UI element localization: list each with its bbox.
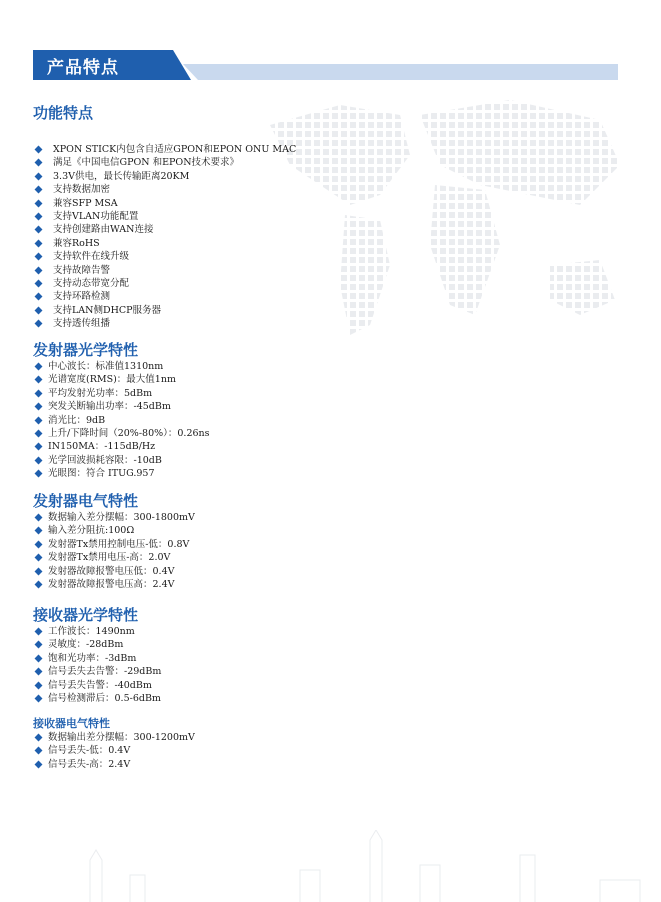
diamond-bullet-icon: [35, 540, 43, 548]
list-item: 中心波长：标准值1310nm: [33, 360, 138, 373]
list-item: 支持透传组播: [33, 317, 93, 330]
diamond-bullet-icon: [35, 172, 43, 180]
list-item: 饱和光功率：-3dBm: [33, 652, 138, 665]
section-heading: 发射器电气特性: [33, 492, 139, 510]
list-item: 兼容SFP MSA: [33, 197, 93, 210]
diamond-bullet-icon: [35, 429, 43, 437]
list-item: 信号丢失-高：2.4V: [33, 758, 110, 771]
diamond-bullet-icon: [35, 320, 43, 328]
diamond-bullet-icon: [35, 654, 43, 662]
section-banner: [33, 50, 618, 80]
list-item: 支持环路检测: [33, 290, 93, 303]
diamond-bullet-icon: [35, 212, 43, 220]
diamond-bullet-icon: [35, 376, 43, 384]
section-tx-electrical: [33, 491, 195, 591]
section-heading: 接收器光学特性: [33, 606, 139, 624]
list-item: 支持LAN侧DHCP服务器: [33, 304, 93, 317]
list-item: 3.3V供电，最长传输距离20KM: [33, 170, 93, 183]
list-item: 支持动态带宽分配: [33, 277, 93, 290]
diamond-bullet-icon: [35, 159, 43, 167]
diamond-bullet-icon: [35, 628, 43, 636]
list-item: 兼容RoHS: [33, 237, 93, 250]
list-item: 发射器Tx禁用电压-高：2.0V: [33, 551, 138, 564]
diamond-bullet-icon: [35, 416, 43, 424]
list-item: 上升/下降时间（20%-80%）：0.26ns: [33, 427, 138, 440]
list-item: 消光比：9dB: [33, 414, 138, 427]
diamond-bullet-icon: [35, 681, 43, 689]
list-item: IN150MA：-115dB/Hz: [33, 440, 138, 453]
list-item: 信号丢失-低：0.4V: [33, 744, 110, 757]
list-item: 支持创建路由WAN连接: [33, 223, 93, 236]
list-item: 支持VLAN功能配置: [33, 210, 93, 223]
diamond-bullet-icon: [35, 266, 43, 274]
diamond-bullet-icon: [35, 668, 43, 676]
banner-shape: [33, 50, 618, 80]
list-item: 信号丢失告警：-40dBm: [33, 679, 138, 692]
list-item: 灵敏度：-28dBm: [33, 638, 138, 651]
diamond-bullet-icon: [35, 554, 43, 562]
section-heading: 接收器电气特性: [33, 717, 110, 730]
list-item: 输入差分阻抗:100Ω: [33, 524, 138, 537]
diamond-bullet-icon: [35, 363, 43, 371]
diamond-bullet-icon: [35, 199, 43, 207]
diamond-bullet-icon: [35, 641, 43, 649]
diamond-bullet-icon: [35, 734, 43, 742]
list-item: 支持故障告警: [33, 264, 93, 277]
list-item: 发射器故障报警电压低：0.4V: [33, 565, 138, 578]
diamond-bullet-icon: [35, 456, 43, 464]
section-heading: 发射器光学特性: [33, 341, 139, 359]
diamond-bullet-icon: [35, 470, 43, 478]
diamond-bullet-icon: [35, 186, 43, 194]
list-item: 光谱宽度(RMS)：最大值1nm: [33, 373, 138, 386]
list-item: 光学回波损耗容限：-10dB: [33, 454, 138, 467]
section-rx-electrical: [33, 717, 195, 771]
spec-list: [33, 625, 162, 705]
list-item: 平均发射光功率：5dBm: [33, 387, 138, 400]
city-skyline-watermark: [0, 830, 661, 902]
diamond-bullet-icon: [35, 747, 43, 755]
diamond-bullet-icon: [35, 403, 43, 411]
diamond-bullet-icon: [35, 239, 43, 247]
diamond-bullet-icon: [35, 306, 43, 314]
section-tx-optical: [33, 340, 210, 481]
diamond-bullet-icon: [35, 694, 43, 702]
diamond-bullet-icon: [35, 760, 43, 768]
list-item: 信号检测滞后：0.5-6dBm: [33, 692, 138, 705]
diamond-bullet-icon: [35, 580, 43, 588]
diamond-bullet-icon: [35, 226, 43, 234]
section-rx-optical: [33, 605, 162, 705]
list-item: 工作波长：1490nm: [33, 625, 138, 638]
section-functional: [33, 103, 297, 330]
list-item: 信号丢失去告警：-29dBm: [33, 665, 138, 678]
diamond-bullet-icon: [35, 514, 43, 522]
diamond-bullet-icon: [35, 146, 43, 154]
world-map-watermark: [250, 85, 630, 375]
diamond-bullet-icon: [35, 293, 43, 301]
banner-title: 产品特点: [47, 58, 119, 78]
list-item: 数据输入差分摆幅：300-1800mV: [33, 511, 138, 524]
list-item: 发射器故障报警电压高：2.4V: [33, 578, 138, 591]
list-item: 支持数据加密: [33, 183, 93, 196]
list-item: XPON STICK内包含自适应GPON和EPON ONU MAC: [33, 143, 93, 156]
diamond-bullet-icon: [35, 567, 43, 575]
list-item: 数据输出差分摆幅：300-1200mV: [33, 731, 110, 744]
spec-list: [33, 731, 195, 771]
section-heading: 功能特点: [33, 104, 94, 122]
list-item: 满足《中国电信GPON 和EPON技术要求》: [33, 156, 93, 169]
list-item: 突发关断输出功率：-45dBm: [33, 400, 138, 413]
list-item: 发射器Tx禁用控制电压-低：0.8V: [33, 538, 138, 551]
diamond-bullet-icon: [35, 279, 43, 287]
diamond-bullet-icon: [35, 443, 43, 451]
diamond-bullet-icon: [35, 389, 43, 397]
diamond-bullet-icon: [35, 253, 43, 261]
spec-list: [33, 511, 195, 591]
spec-list: [33, 360, 210, 481]
diamond-bullet-icon: [35, 527, 43, 535]
feature-list: [33, 143, 297, 330]
list-item: 光眼图：符合 ITUG.957: [33, 467, 138, 480]
list-item: 支持软件在线升级: [33, 250, 93, 263]
